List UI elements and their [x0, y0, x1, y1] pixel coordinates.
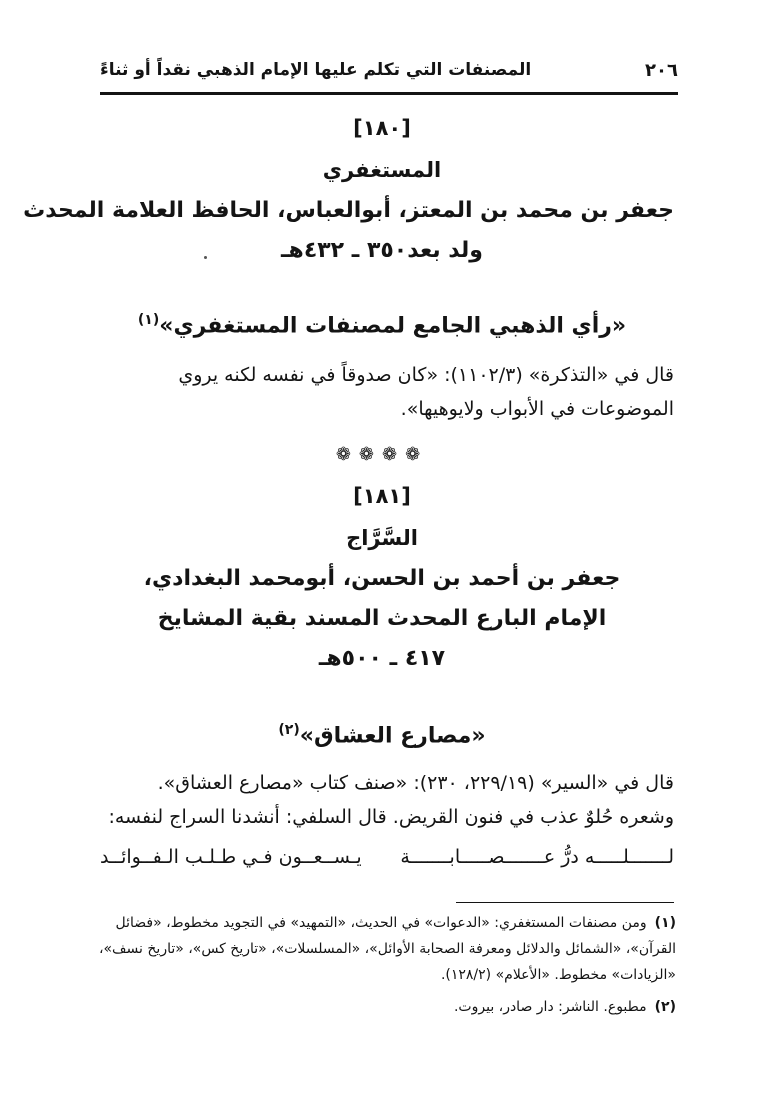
- page-number: ٢٠٦: [645, 60, 678, 81]
- footnote-ref-1: (١): [137, 312, 160, 328]
- poetry-verse: [100, 846, 674, 876]
- entry-180-description: جعفر بن محمد بن المعتز، أبوالعباس، الحافظ العلامة المحدث: [23, 198, 674, 223]
- entry-number-180: [١٨٠]: [353, 116, 411, 140]
- quote-181-line2: وشعره حُلوٌ عذب في فنون القريض. قال السلفي: أنشدنا السراج لنفسه:: [108, 806, 674, 828]
- quote-181-line1: قال في «السير» (٢٢٩/١٩، ٢٣٠): «صنف كتاب «مصارع العشاق».: [157, 772, 674, 794]
- page-header: [100, 56, 678, 90]
- footnote-1: [96, 910, 676, 988]
- quote-180-line1: قال في «التذكرة» (١١٠٢/٣): «كان صدوقاً في نفسه لكنه يروي: [178, 364, 674, 386]
- footnote-label: (٢): [654, 999, 676, 1015]
- entry-name-181: السَّرَّاج: [346, 526, 418, 550]
- entry-180-dates: ولد بعد٣٥٠ ـ ٤٣٢هـ: [281, 238, 483, 263]
- footnote-rule: [456, 902, 674, 903]
- stray-dot: [204, 256, 207, 259]
- entry-name-180: المستغفري: [322, 158, 442, 182]
- verse-hemistich-1: لـــــــلـــــه درُّ عـــــــصـــــابـــــــة: [400, 846, 674, 868]
- footnote-2: [96, 994, 676, 1020]
- entry-181-dates: ٤١٧ ـ ٥٠٠هـ: [318, 646, 446, 671]
- footnote-text: مطبوع. الناشر: دار صادر، بيروت.: [453, 999, 647, 1015]
- verse-hemistich-2: يـســعــون فـي طـلـب الـفــوائــد: [100, 846, 362, 868]
- footnote-ref-2: (٢): [278, 722, 300, 738]
- entry-181-title: الإمام البارع المحدث المسند بقية المشايخ: [157, 606, 607, 631]
- entry-number-181: [١٨١]: [353, 484, 411, 508]
- section-title-181: [90, 722, 674, 748]
- entry-181-description: جعفر بن أحمد بن الحسن، أبومحمد البغدادي،: [143, 566, 621, 591]
- footnote-label: (١): [654, 915, 676, 931]
- section-separator-stars: ❁❁❁❁: [335, 444, 429, 465]
- section-title-text: «رأي الذهبي الجامع لمصنفات المستغفري»: [159, 313, 627, 339]
- section-title-text: «مصارع العشاق»: [299, 723, 486, 749]
- quote-180-line2: الموضوعات في الأبواب ولايوهيها».: [400, 398, 674, 420]
- footnote-text: ومن مصنفات المستغفري: «الدعوات» في الحديث، «التمهيد» في التجويد مخطوط، «فضائل القرآن»، «الشمائل والدلائل ومعرفة الصحابة الأوائل»، «المسلسلات»، «تاريخ كس»، «تاريخ نسف»، «الزيادات» مخطوط. «الأعلام» (١٢٨/٢).: [98, 915, 676, 983]
- header-rule: [100, 92, 678, 95]
- section-title-180: [90, 312, 674, 338]
- running-title: المصنفات التي تكلم عليها الإمام الذهبي نقداً أو ثناءً: [100, 60, 532, 80]
